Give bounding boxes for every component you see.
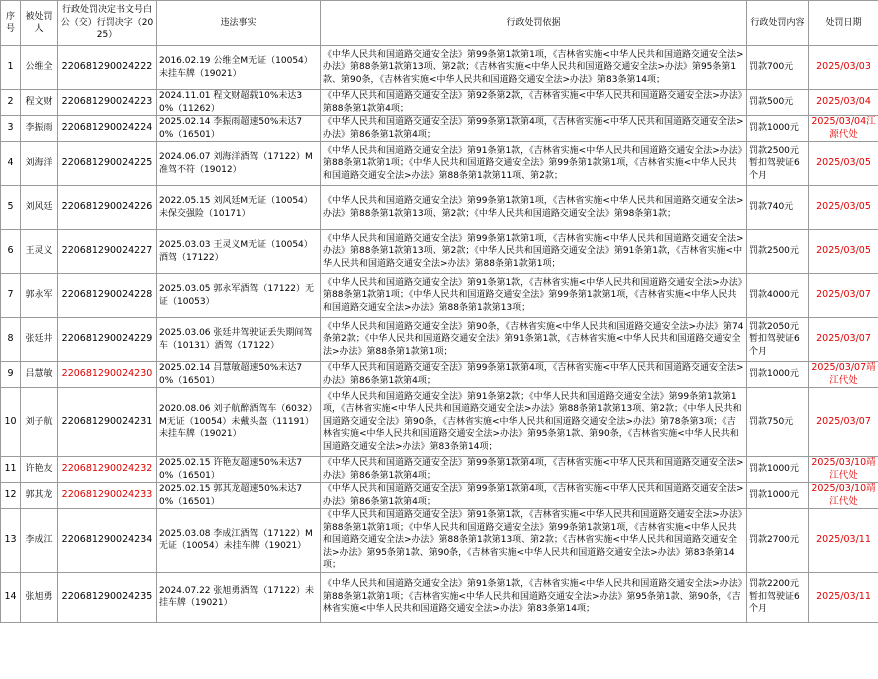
cell-seq: 9 [1,362,21,388]
table-row [1,318,878,362]
cell-name: 刘海洋 [21,142,58,186]
cell-facts: 2020.08.06 刘子航醉酒驾车（6032）M无证（10054）未戴头盔（11191）未挂车牌（19021） [157,388,321,457]
cell-name: 许艳友 [21,457,58,483]
cell-doc: 220681290024224 [58,116,157,142]
cell-content: 罚款750元 [747,388,809,457]
cell-name: 吕慧敏 [21,362,58,388]
cell-doc: 220681290024226 [58,186,157,230]
header-row [1,1,878,46]
cell-date: 2025/03/04 [809,90,878,116]
cell-facts: 2024.11.01 程文财超载10%未达30%（11262） [157,90,321,116]
cell-doc: 220681290024227 [58,230,157,274]
table-row [1,186,878,230]
cell-date: 2025/03/04江源代处 [809,116,878,142]
cell-content: 罚款4000元 [747,274,809,318]
cell-basis: 《中华人民共和国道路交通安全法》第99条第1款第4项，《吉林省实施<中华人民共和国道路交通安全法>办法》第86条第1款第4项； [321,116,747,142]
cell-seq: 1 [1,46,21,90]
cell-seq: 3 [1,116,21,142]
cell-content: 罚款740元 [747,186,809,230]
table-row [1,46,878,90]
cell-facts: 2016.02.19 公维全M无证（10054）未挂车牌（19021） [157,46,321,90]
cell-date: 2025/03/10靖江代处 [809,457,878,483]
cell-content: 罚款1000元 [747,457,809,483]
cell-name: 李成江 [21,509,58,573]
cell-name: 刘风廷 [21,186,58,230]
cell-facts: 2022.05.15 刘风廷M无证（10054）未保交强险（10171） [157,186,321,230]
header-basis: 行政处罚依据 [321,1,747,46]
cell-seq: 11 [1,457,21,483]
header-date: 处罚日期 [809,1,878,46]
table-row [1,457,878,483]
cell-seq: 8 [1,318,21,362]
table-row [1,509,878,573]
cell-basis: 《中华人民共和国道路交通安全法》第91条第1款，《吉林省实施<中华人民共和国道路交通安全法>办法》第88条第1款第1项；《吉林省实施<中华人民共和国道路交通安全法>办法》第95条第1款、第90条，《吉林省实施<中华人民共和国道路交通安全法>办法》第83条第14项； [321,572,747,622]
cell-basis: 《中华人民共和国道路交通安全法》第91条第1款，《吉林省实施<中华人民共和国道路交通安全法>办法》第88条第1款第1项；《中华人民共和国道路交通安全法》第99条第1款第1项，《吉林省实施<中华人民共和国道路交通安全法>办法》第88条第1款第11项、第2款； [321,142,747,186]
cell-content: 罚款1000元 [747,116,809,142]
cell-basis: 《中华人民共和国道路交通安全法》第99条第1款第4项，《吉林省实施<中华人民共和国道路交通安全法>办法》第86条第1款第4项； [321,362,747,388]
cell-facts: 2025.02.15 郭其龙超速50%未达70%（16501） [157,483,321,509]
table-row [1,230,878,274]
cell-name: 郭永军 [21,274,58,318]
cell-basis: 《中华人民共和国道路交通安全法》第91条第2款；《中华人民共和国道路交通安全法》第99条第1款第1项，《吉林省实施<中华人民共和国道路交通安全法>办法》第88条第1款第13项、第2款；《中华人民共和国道路交通安全法》第90条，《吉林省实施<中华人民共和国道路交通安全法>办法》第78条第3项；《吉林省实施<中华人民共和国道路交通安全法>办法》第95条第1款、第90条，《吉林省实施<中华人民共和国道路交通安全法>办法》第83条第14项； [321,388,747,457]
cell-date: 2025/03/05 [809,230,878,274]
cell-name: 李振雨 [21,116,58,142]
table-row [1,116,878,142]
cell-name: 公维全 [21,46,58,90]
cell-seq: 12 [1,483,21,509]
header-content: 行政处罚内容 [747,1,809,46]
table-row [1,142,878,186]
cell-seq: 14 [1,572,21,622]
cell-seq: 13 [1,509,21,573]
header-seq: 序号 [1,1,21,46]
cell-seq: 2 [1,90,21,116]
cell-date: 2025/03/07 [809,388,878,457]
cell-date: 2025/03/07靖江代处 [809,362,878,388]
cell-date: 2025/03/07 [809,274,878,318]
cell-facts: 2025.03.03 王灵义M无证（10054）酒驾（17122） [157,230,321,274]
cell-content: 罚款700元 [747,46,809,90]
cell-doc: 220681290024234 [58,509,157,573]
cell-facts: 2025.03.05 郭永军酒驾（17122）无证（10053） [157,274,321,318]
cell-content: 罚款2700元 [747,509,809,573]
cell-doc: 220681290024233 [58,483,157,509]
cell-facts: 2025.02.14 吕慧敏超速50%未达70%（16501） [157,362,321,388]
table-row [1,362,878,388]
cell-basis: 《中华人民共和国道路交通安全法》第99条第1款第1项，《吉林省实施<中华人民共和国道路交通安全法>办法》第88条第1款第13项、第2款；《中华人民共和国道路交通安全法》第91条第1款，《吉林省实施<中华人民共和国道路交通安全法>办法》第88条第1款第1项； [321,230,747,274]
cell-content: 罚款2050元暂扣驾驶证6个月 [747,318,809,362]
cell-date: 2025/03/10靖江代处 [809,483,878,509]
cell-basis: 《中华人民共和国道路交通安全法》第99条第1款第1项，《吉林省实施<中华人民共和国道路交通安全法>办法》第88条第1款第13项、第2款；《中华人民共和国道路交通安全法》第98条第1款； [321,186,747,230]
cell-doc: 220681290024225 [58,142,157,186]
cell-facts: 2024.07.22 张旭勇酒驾（17122）未挂车牌（19021） [157,572,321,622]
table-row [1,274,878,318]
cell-facts: 2024.06.07 刘海洋酒驾（17122）M准驾不符（19012） [157,142,321,186]
cell-facts: 2025.03.08 李成江酒驾（17122）M无证（10054）未挂车牌（19021） [157,509,321,573]
cell-doc: 220681290024230 [58,362,157,388]
cell-doc: 220681290024232 [58,457,157,483]
header-facts: 违法事实 [157,1,321,46]
cell-seq: 4 [1,142,21,186]
cell-name: 程文财 [21,90,58,116]
cell-doc: 220681290024235 [58,572,157,622]
cell-doc: 220681290024223 [58,90,157,116]
cell-date: 2025/03/03 [809,46,878,90]
table-row [1,90,878,116]
cell-seq: 7 [1,274,21,318]
header-name: 被处罚人 [21,1,58,46]
cell-seq: 6 [1,230,21,274]
table-row [1,572,878,622]
cell-date: 2025/03/11 [809,509,878,573]
cell-seq: 10 [1,388,21,457]
cell-name: 郭其龙 [21,483,58,509]
cell-name: 张廷井 [21,318,58,362]
cell-name: 张旭勇 [21,572,58,622]
cell-date: 2025/03/07 [809,318,878,362]
cell-doc: 220681290024222 [58,46,157,90]
table-row [1,483,878,509]
cell-basis: 《中华人民共和国道路交通安全法》第99条第1款第4项，《吉林省实施<中华人民共和国道路交通安全法>办法》第86条第1款第4项； [321,457,747,483]
cell-doc: 220681290024228 [58,274,157,318]
cell-date: 2025/03/11 [809,572,878,622]
cell-basis: 《中华人民共和国道路交通安全法》第91条第1款，《吉林省实施<中华人民共和国道路交通安全法>办法》第88条第1款第1项；《中华人民共和国道路交通安全法》第99条第1款第1项，《吉林省实施<中华人民共和国道路交通安全法>办法》第88条第1款第13项、第2款；《吉林省实施<中华人民共和国道路交通安全法>办法》第95条第1款、第90条，《吉林省实施<中华人民共和国道路交通安全法>办法》第83条第14项； [321,509,747,573]
cell-basis: 《中华人民共和国道路交通安全法》第90条，《吉林省实施<中华人民共和国道路交通安全法>办法》第74条第2款；《中华人民共和国道路交通安全法》第91条第1款，《吉林省实施<中华人民共和国道路交通安全法>办法》第88条第1款第1项； [321,318,747,362]
cell-content: 罚款1000元 [747,362,809,388]
cell-content: 罚款500元 [747,90,809,116]
cell-name: 刘子航 [21,388,58,457]
cell-date: 2025/03/05 [809,142,878,186]
cell-doc: 220681290024229 [58,318,157,362]
header-doc: 行政处罚决定书文号白公（交）行罚决字（2025） [58,1,157,46]
cell-basis: 《中华人民共和国道路交通安全法》第99条第1款第1项，《吉林省实施<中华人民共和国道路交通安全法>办法》第88条第1款第13项、第2款；《吉林省实施<中华人民共和国道路交通安全法>办法》第95条第1款、第90条，《吉林省实施<中华人民共和国道路交通安全法>办法》第83条第14项； [321,46,747,90]
cell-doc: 220681290024231 [58,388,157,457]
cell-basis: 《中华人民共和国道路交通安全法》第92条第2款，《吉林省实施<中华人民共和国道路交通安全法>办法》第88条第1款第4项； [321,90,747,116]
cell-facts: 2025.02.14 李振雨超速50%未达70%（16501） [157,116,321,142]
cell-content: 罚款2500元暂扣驾驶证6个月 [747,142,809,186]
cell-basis: 《中华人民共和国道路交通安全法》第91条第1款，《吉林省实施<中华人民共和国道路交通安全法>办法》第88条第1款第1项；《中华人民共和国道路交通安全法》第99条第1款第1项，《吉林省实施<中华人民共和国道路交通安全法>办法》第88条第1款第13项； [321,274,747,318]
cell-name: 王灵义 [21,230,58,274]
cell-content: 罚款1000元 [747,483,809,509]
cell-facts: 2025.02.15 许艳友超速50%未达70%（16501） [157,457,321,483]
cell-content: 罚款2200元暂扣驾驶证6个月 [747,572,809,622]
cell-basis: 《中华人民共和国道路交通安全法》第99条第1款第4项，《吉林省实施<中华人民共和国道路交通安全法>办法》第86条第1款第4项； [321,483,747,509]
cell-content: 罚款2500元 [747,230,809,274]
cell-facts: 2025.03.06 张廷井驾驶证丢失期间驾车（10131）酒驾（17122） [157,318,321,362]
cell-date: 2025/03/05 [809,186,878,230]
table-row [1,388,878,457]
cell-seq: 5 [1,186,21,230]
